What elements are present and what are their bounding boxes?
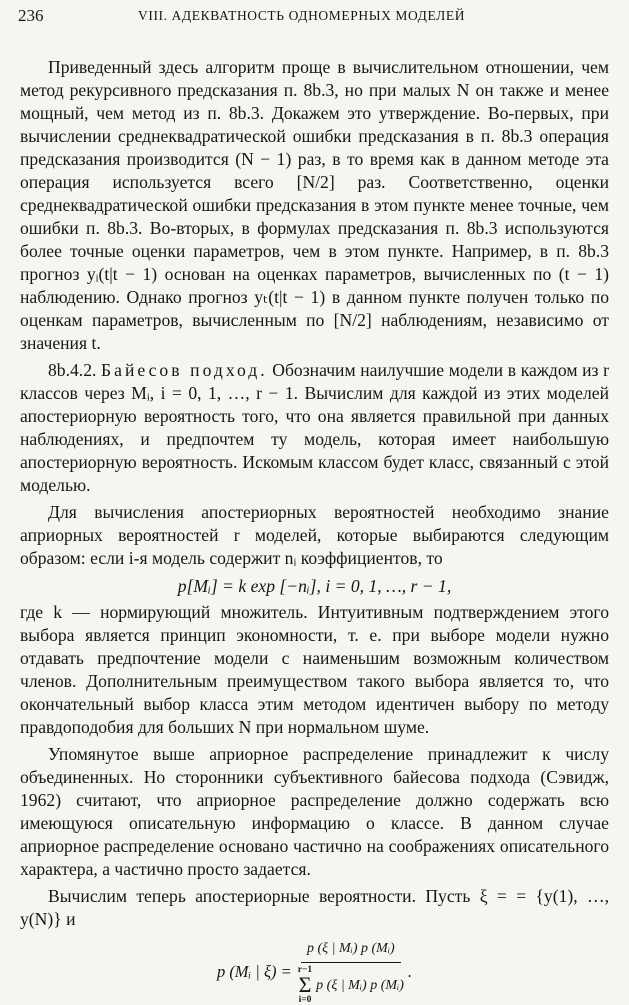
paragraph-normalizing: где k — нормирующий множитель. Интуитивным подтверждением этого выбора является принцип экономности, т. е. при выборе модели нужно отдавать предпочтение модели с наименьшим возможным количеством членов. Дополнительным преимуществом такого выбора является то, что окончательный выбор класса этим методом идентичен выбору по методу правдоподобия для больших N при нормальном шуме.: [20, 602, 609, 737]
posterior-denominator: [298, 963, 404, 1005]
sum-symbol: Σ: [298, 972, 312, 997]
posterior-fraction: [298, 937, 404, 1005]
sum-operator: [298, 965, 312, 1005]
posterior-numerator: p (ξ | Mᵢ) p (Mᵢ): [301, 937, 401, 963]
page-number: 236: [18, 6, 44, 25]
paragraph-subjective: Упомянутое выше априорное распределение принадлежит к числу объединенных. Но сторонники субъективного байесова подхода (Сэвидж, 1962) считают, что априорное распределение должно содержать всю имеющуюся описательную информацию о классе. В данном случае априорное распределение основано частично на соображениях описательного характера, а частично просто задается.: [20, 744, 609, 879]
section-title: Байесов подход.: [101, 360, 268, 380]
formula-posterior: [20, 937, 609, 1005]
section-number: 8b.4.2.: [48, 360, 97, 380]
posterior-lhs: p (Mᵢ | ξ) =: [216, 961, 292, 981]
denominator-term: p (ξ | Mᵢ) p (Mᵢ): [316, 977, 404, 993]
formula-prior: p[Mᵢ] = k exp [−nᵢ], i = 0, 1, …, r − 1,: [177, 576, 452, 596]
page-header: [18, 6, 609, 28]
paragraph-compute: Вычислим теперь апостериорные вероятности. Пусть ξ = = {y(1), …, y(N)} и: [20, 886, 609, 929]
paragraph-algorithm: Приведенный здесь алгоритм проще в вычислительном отношении, чем метод рекурсивного предсказания п. 8b.3, но при малых N он также и менее мощный, чем метод из п. 8b.3. Докажем это утверждение. Во-первых, при вычислении среднеквадратической ошибки предсказания в п. 8b.3 операция предсказания производится (N − 1) раз, в то время как в данном методе эта операция используется всего [N/2] раз. Соответственно, оценки среднеквадратической ошибки предсказания в этом пункте менее точные, чем ошибки п. 8b.3. Во-вторых, в формулах предсказания п. 8b.3 используются более точные оценки параметров, чем в этом пункте. Например, в п. 8b.3 прогноз yᵢ(t|t − 1) основан на оценках параметров, вычисленных по (t − 1) наблюдению. Однако прогноз yₜ(t|t − 1) в данном пункте получен только по оценкам параметров, вычисленным по [N/2] наблюдениям, независимо от значения t.: [20, 57, 609, 353]
paragraph-prior: Для вычисления апостериорных вероятностей необходимо знание априорных вероятностей r моделей, которые выбираются следующим образом: если i-я модель содержит nᵢ коэффициентов, то: [20, 502, 609, 568]
section-bayes: [20, 359, 609, 497]
section-text: Обозначим наилучшие модели в каждом из r классов через Mᵢ, i = 0, 1, …, r − 1. Вычислим для каждой из этих моделей апостериорную вероятность того, что она является правильной при данных наблюдениях, и предпочтем ту модель, которая имеет наибольшую апостериорную вероятность. Искомым классом будет класс, связанный с этой моделью.: [20, 360, 609, 495]
running-head: VIII. АДЕКВАТНОСТЬ ОДНОМЕРНЫХ МОДЕЛЕЙ: [138, 8, 466, 23]
formula-period: .: [407, 961, 413, 981]
sum-lower-limit: i=0: [298, 995, 312, 1005]
page-body: [20, 56, 609, 1005]
sum-upper-limit: r−1: [297, 965, 313, 975]
